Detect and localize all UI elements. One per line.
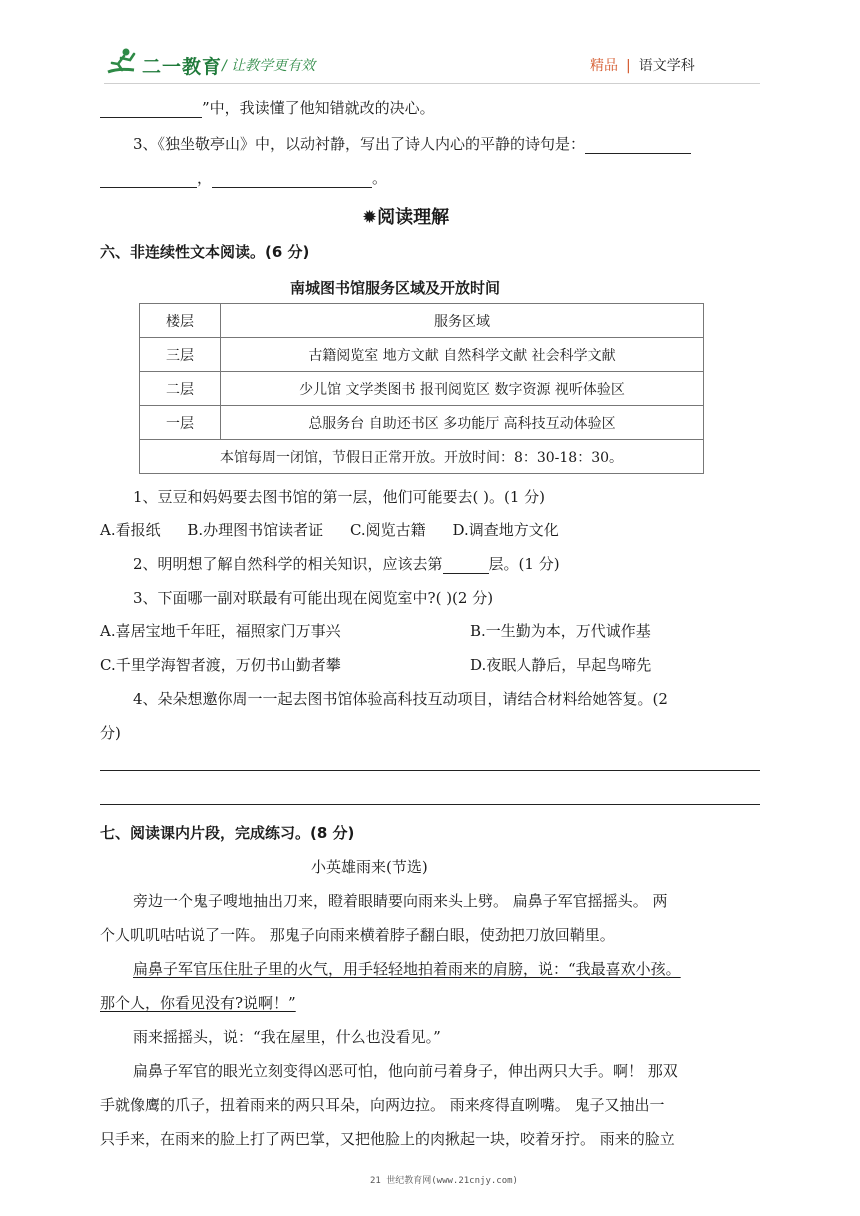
table-header-cell: 楼层: [140, 304, 221, 338]
passage-line: 扁鼻子军官的眼光立刻变得凶恶可怕，他向前弓着身子，伸出两只大手。啊！ 那双: [133, 1062, 678, 1080]
table-title: 南城图书馆服务区域及开放时间: [290, 279, 501, 297]
q6-question-4: 4、朵朵想邀你周一一起去图书馆体验高科技互动项目，请结合材料给她答复。(2: [133, 690, 668, 708]
passage-line: 只手来，在雨来的脸上打了两巴掌，又把他脸上的肉揪起一块，咬着牙拧。 雨来的脸立: [100, 1130, 675, 1148]
quality-badge: 精品: [590, 58, 618, 74]
answer-line[interactable]: [100, 804, 760, 805]
fill-line-3: ， 。: [100, 167, 387, 188]
floor-cell: 三层: [140, 338, 221, 372]
running-man-icon: [104, 46, 140, 80]
header-subject: [590, 55, 695, 75]
passage-line: 旁边一个鬼子嗖地抽出刀来，瞪着眼睛要向雨来头上劈。 扁鼻子军官摇摇头。 两: [133, 892, 668, 910]
area-cell: 古籍阅览室 地方文献 自然科学文献 社会科学文献: [221, 338, 704, 372]
passage-line: 手就像鹰的爪子，扭着雨来的两只耳朵，向两边拉。 雨来疼得直咧嘴。 鬼子又抽出一: [100, 1096, 665, 1114]
answer-blank[interactable]: [212, 171, 372, 188]
table-row: [140, 338, 704, 372]
answer-blank[interactable]: [585, 137, 691, 154]
q6-q3-option-c[interactable]: C.千里学海智者渡，万仞书山勤者攀: [100, 656, 341, 674]
slogan: / 让教学更有效: [222, 58, 316, 74]
table-header-cell: 服务区域: [221, 304, 704, 338]
logo-text: 二一教育: [142, 56, 223, 78]
library-table: [139, 303, 704, 474]
q6-q3-option-b[interactable]: B.一生勤为本，万代诚作基: [470, 622, 651, 640]
passage-title: 小英雄雨来(节选): [311, 858, 428, 876]
q6-q3-option-d[interactable]: D.夜眠人静后，早起鸟啼先: [470, 656, 652, 674]
table-note-row: [140, 440, 704, 474]
table-row: [140, 372, 704, 406]
underlined-passage-line: 扁鼻子军官压住肚子里的火气，用手轻轻地拍着雨来的肩膀，说：“我最喜欢小孩。: [133, 960, 681, 978]
q6-q1-options: [100, 519, 559, 540]
header-separator: |: [626, 58, 631, 74]
header-divider: [104, 83, 760, 84]
answer-blank[interactable]: [443, 557, 489, 574]
q7-heading: 七、阅读课内片段，完成练习。(8 分): [100, 824, 355, 842]
floor-cell: 二层: [140, 372, 221, 406]
underlined-passage-line: 那个人，你看见没有?说啊！”: [100, 994, 296, 1012]
q6-question-3: 3、下面哪一副对联最有可能出现在阅览室中?( )(2 分): [133, 589, 494, 607]
page-footer: 21 世纪教育网(www.21cnjy.com): [370, 1176, 518, 1186]
section-title: ✹阅读理解: [362, 207, 450, 228]
passage-line: 个人叽叽咕咕说了一阵。 那鬼子向雨来横着脖子翻白眼，使劲把刀放回鞘里。: [100, 926, 615, 944]
answer-blank[interactable]: [100, 101, 202, 118]
table-header-row: [140, 304, 704, 338]
brand-logo: [104, 46, 334, 82]
answer-line[interactable]: [100, 770, 760, 771]
area-cell: 少儿馆 文学类图书 报刊阅览区 数字资源 视听体验区: [221, 372, 704, 406]
table-row: [140, 406, 704, 440]
subject-label: 语文学科: [638, 58, 695, 74]
option-b[interactable]: B.办理图书馆读者证: [187, 521, 324, 539]
option-c[interactable]: C.阅览古籍: [349, 521, 426, 539]
option-a[interactable]: A.看报纸: [100, 521, 161, 539]
passage-line: 雨来摇摇头，说：“我在屋里，什么也没看见。”: [133, 1028, 441, 1046]
q6-q3-option-a[interactable]: A.喜居宝地千年旺，福照家门万事兴: [100, 622, 341, 640]
answer-blank[interactable]: [100, 171, 197, 188]
area-cell: 总服务台 自助还书区 多功能厅 高科技互动体验区: [221, 406, 704, 440]
question-3: 3、《独坐敬亭山》中，以动衬静，写出了诗人内心的平静的诗句是：: [133, 133, 691, 154]
sparkle-icon: ✹: [362, 207, 378, 228]
q6-question-4-cont: 分): [100, 724, 121, 742]
floor-cell: 一层: [140, 406, 221, 440]
option-d[interactable]: D.调查地方文化: [452, 521, 559, 539]
q6-heading: 六、非连续性文本阅读。(6 分): [100, 243, 310, 261]
q6-question-2: 2、明明想了解自然科学的相关知识，应该去第 层。(1 分): [133, 555, 560, 573]
q6-question-1: 1、豆豆和妈妈要去图书馆的第一层，他们可能要去( )。(1 分): [133, 488, 546, 506]
opening-hours-note: 本馆每周一闭馆，节假日正常开放。开放时间：8：30-18：30。: [140, 440, 704, 474]
fill-line-1: ”中，我读懂了他知错就改的决心。: [100, 97, 435, 118]
